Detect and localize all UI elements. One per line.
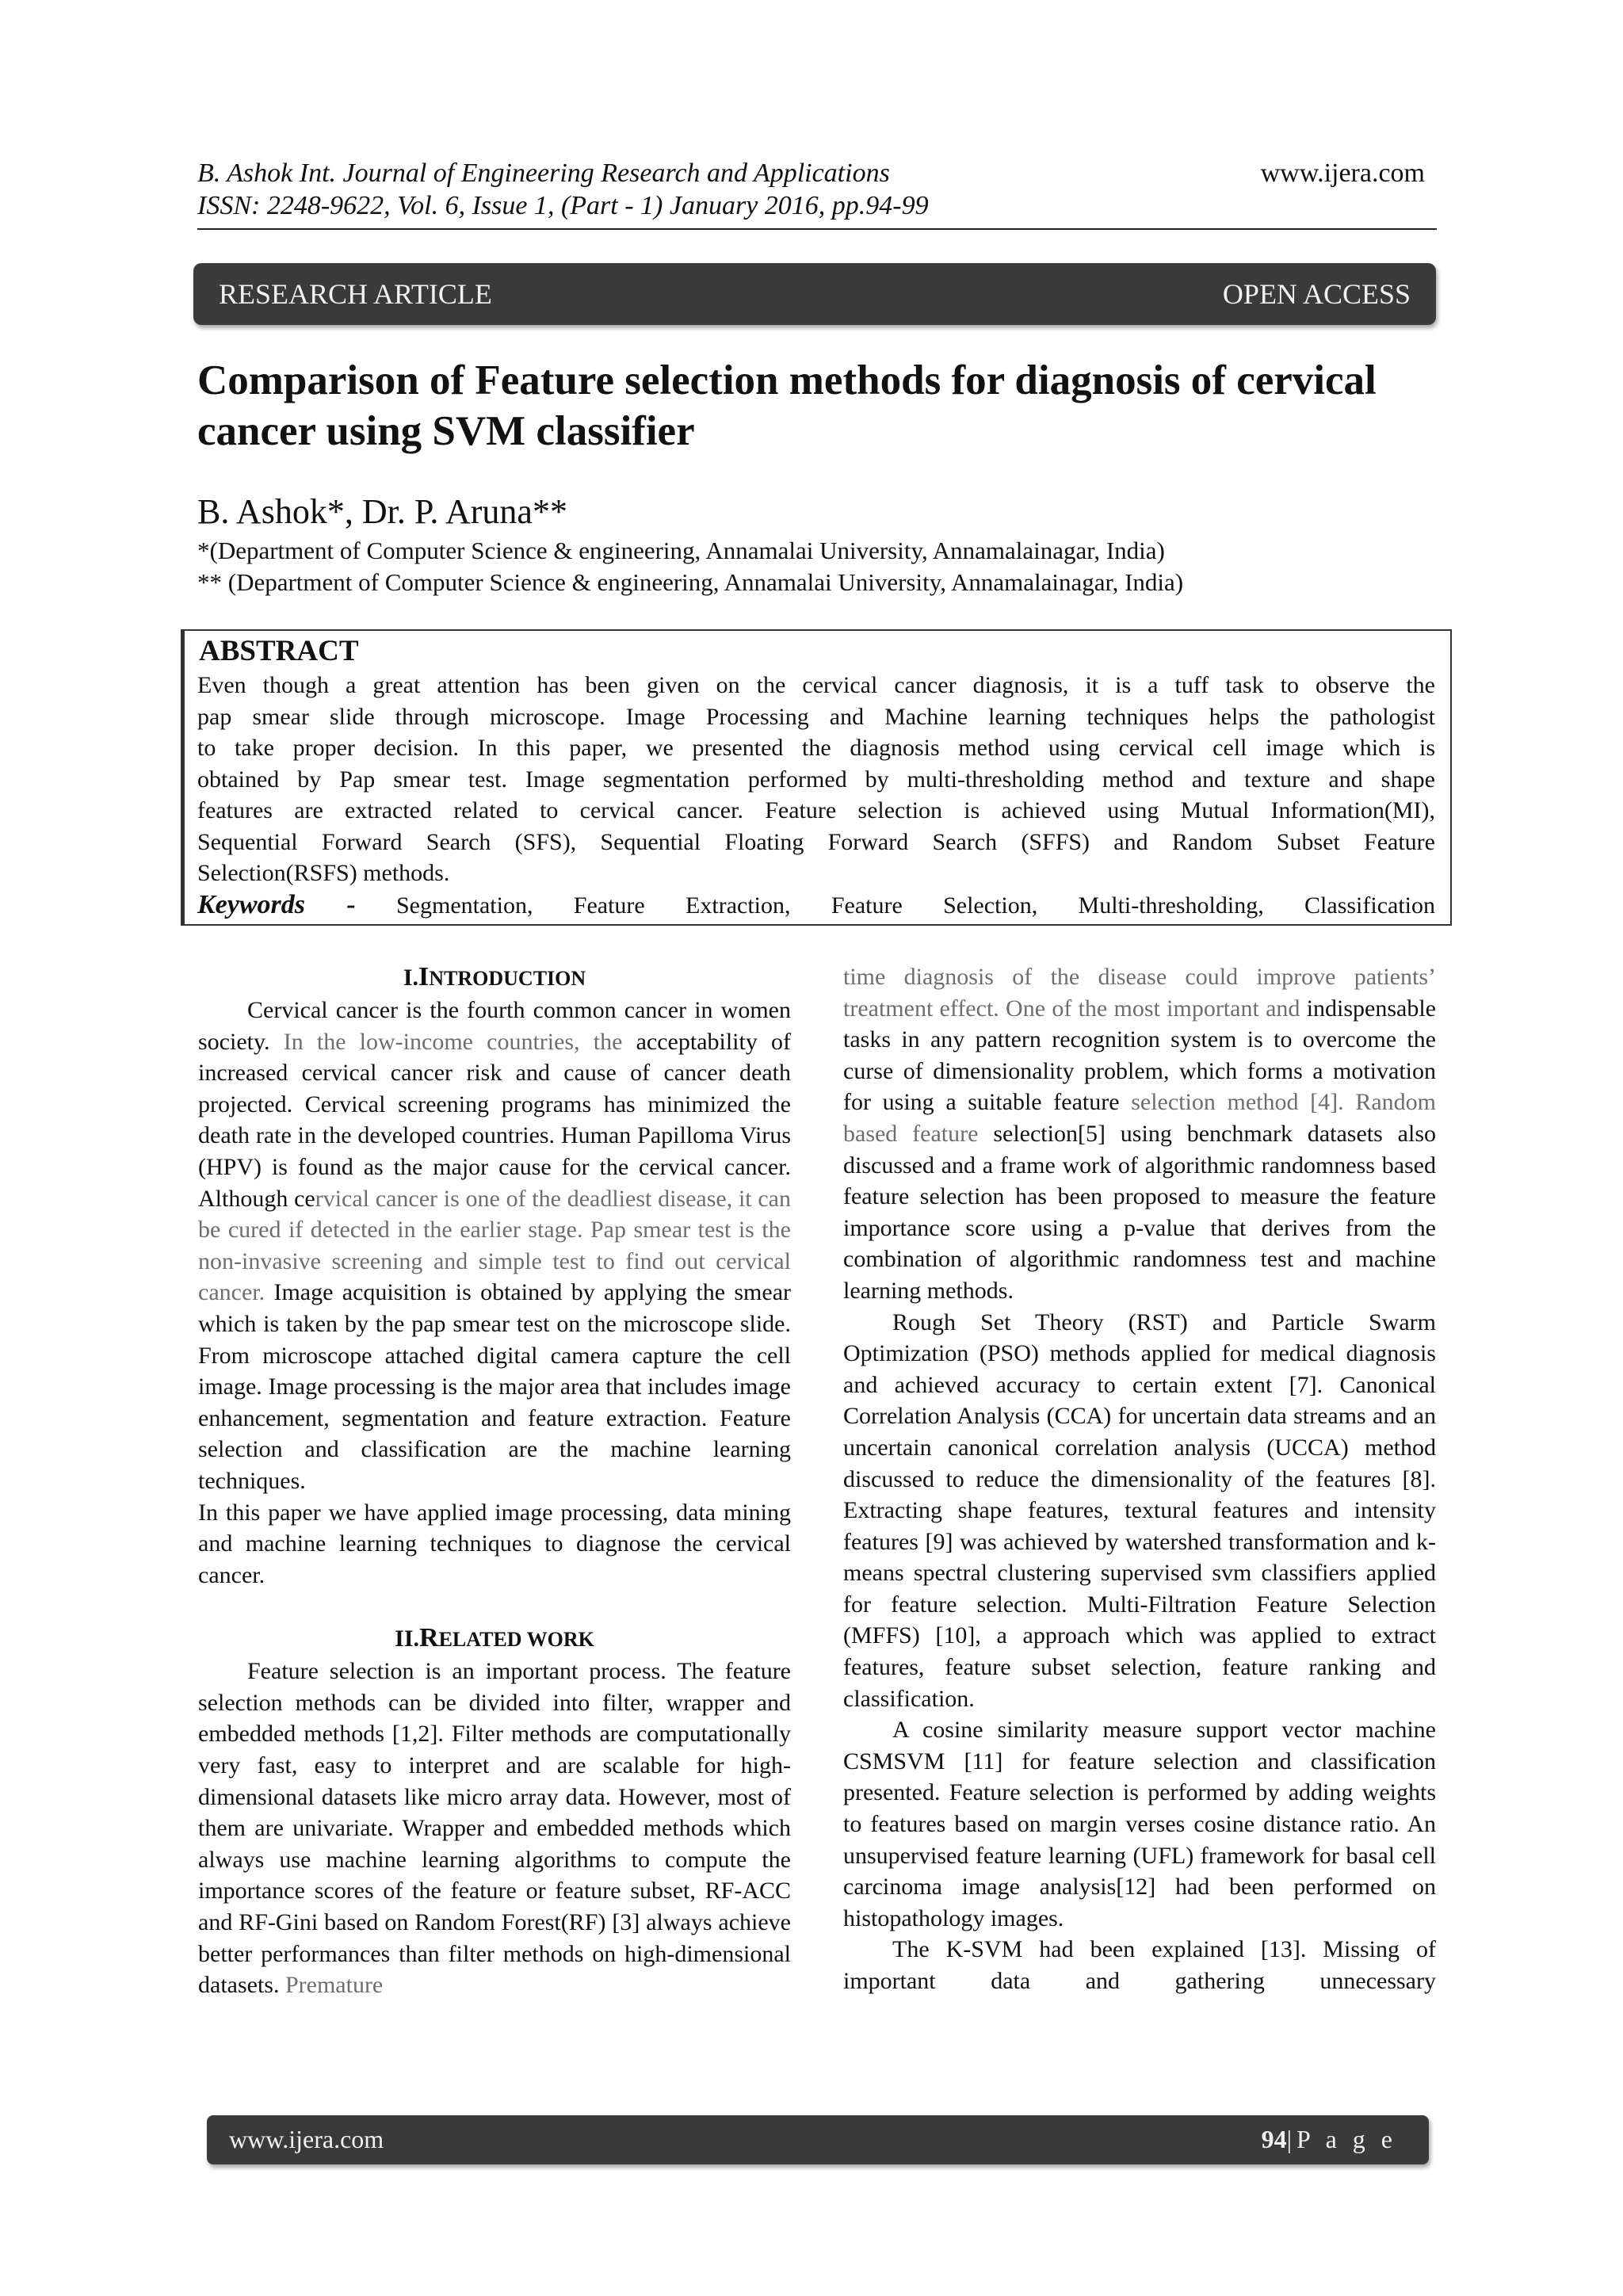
footer-page-indicator	[1262, 2125, 1397, 2154]
abstract-line: Even though a great attention has been given on the cervical cancer diagnosis, it is a tuff task to observe the	[197, 672, 1435, 698]
abstract-line: to take proper decision. In this paper, we presented the diagnosis method using cervical cell image which is	[197, 735, 1435, 761]
abstract-line: Selection(RSFS) methods.	[197, 860, 450, 886]
journal-citation-line1: B. Ashok Int. Journal of Engineering Research and Applications	[197, 159, 890, 188]
abstract-body	[197, 670, 1435, 889]
right-paragraph-4: The K-SVM had been explained [13]. Missing of important data and gathering unnecessary	[843, 1936, 1436, 1994]
right-paragraph-2: Rough Set Theory (RST) and Particle Swarm Optimization (PSO) methods applied for medical diagnosis and achieved accuracy to certain extent [7]. Canonical Correlation Analysis (CCA) for uncertain data streams and an uncertain canonical correlation analysis (UCCA) method discussed to reduce the dimensionality of the features [8]. Extracting shape features, textural features and intensity features [9] was achieved by watershed transformation and k-means spectral clustering supervised svm classifiers applied for feature selection. Multi-Filtration Feature Selection (MFFS) [10], a approach which was applied to extract features, feature subset selection, feature ranking and classification.	[843, 1308, 1436, 1712]
text-run: acceptability of increased cervical cancer risk and cause of cancer death projected. Cervical screening programs has minimized the death rate in the developed countries. Human Papilloma Virus (HPV) is found as the major cause for the cervical cancer. Although ce	[198, 1028, 792, 1212]
text-run-grey: time diagnosis of the disease could improve patients’ treatment effect. One of the most important and	[843, 964, 1436, 1022]
page-footer	[207, 2115, 1429, 2164]
affiliation-1: *(Department of Computer Science & engineering, Annamalai University, Annamalainagar, India)	[197, 537, 1165, 564]
right-paragraph-3: A cosine similarity measure support vector machine CSMSVM [11] for feature selection and classification presented. Feature selection is performed by adding weights to features based on margin verses cosine distance ratio. An unsupervised feature learning (UFL) framework for basal cell carcinoma image analysis[12] had been performed on histopathology images.	[843, 1717, 1436, 1931]
abstract-heading: ABSTRACT	[199, 635, 359, 667]
right-column	[843, 961, 1436, 1997]
section-initial: R	[419, 1623, 439, 1653]
section-spacer	[198, 1591, 791, 1622]
section-heading-introduction	[198, 961, 791, 995]
keywords-label: Keywords -	[197, 890, 356, 919]
journal-citation-line2: ISSN: 2248-9622, Vol. 6, Issue 1, (Part - 1) January 2016, pp.94-99	[197, 191, 929, 220]
text-run: Image acquisition is obtained by applying the smear which is taken by the pap smear test on the microscope slide. From microscope attached digital camera capture the cell image. Image processing is the major area that includes image enhancement, segmentation and feature extraction. Feature selection and classification are the machine learning techniques.	[198, 1279, 791, 1494]
section-number: I.	[403, 965, 419, 991]
section-title-rest: NTRODUCTION	[429, 967, 586, 990]
section-number: II.	[395, 1626, 420, 1652]
page-label: |P a g e	[1286, 2125, 1397, 2153]
research-article-label: RESEARCH ARTICLE	[219, 278, 492, 310]
abstract-line: pap smear slide through microscope. Image Processing and Machine learning techniques helps the pathologist	[197, 703, 1435, 730]
keywords-line	[197, 889, 1435, 922]
related-paragraph-1	[198, 1656, 791, 2001]
text-run: Cervical cancer is the fourth common cancer in women society.	[198, 997, 791, 1055]
text-run-grey: In the low-income countries, the	[283, 1028, 623, 1055]
text-run-grey: rvical cancer is one of the deadliest disease, it can be cured if detected in the earlier stage. Pap smear test is the non-invasive screening and simple test to find out cervical cancer.	[198, 1185, 791, 1306]
text-run: selection[5] using benchmark datasets also discussed and a frame work of algorithmic randomness based feature selection has been proposed to measure the feature importance score using a p-value that derives from the combination of algorithmic randomness test and machine learning methods.	[843, 1120, 1436, 1304]
intro-paragraph-2: In this paper we have applied image processing, data mining and machine learning techniques to diagnose the cervical cancer.	[198, 1499, 791, 1588]
footer-website-link[interactable]: www.ijera.com	[229, 2125, 384, 2153]
header-website-link[interactable]: www.ijera.com	[1260, 159, 1425, 188]
section-heading-related-work	[198, 1622, 791, 1656]
abstract-line: features are extracted related to cervical cancer. Feature selection is achieved using Mutual Information(MI),	[197, 797, 1435, 823]
text-run-grey: selection method [4]. Random based feature	[843, 1089, 1436, 1147]
section-initial: I	[418, 962, 430, 991]
intro-paragraph-1	[198, 995, 791, 1497]
open-access-label: OPEN ACCESS	[1222, 278, 1411, 310]
text-run-grey: Premature	[285, 1972, 384, 1999]
abstract-line: Sequential Forward Search (SFS), Sequential Floating Forward Search (SFFS) and Random Subset Feature	[197, 828, 1435, 855]
abstract-line: obtained by Pap smear test. Image segmentation performed by multi-thresholding method and texture and shape	[197, 766, 1435, 793]
left-column	[198, 961, 791, 2001]
text-run: Feature selection is an important process. The feature selection methods can be divided into filter, wrapper and embedded methods [1,2]. Filter methods are computationally very fast, easy to interpret and are scalable for high- dimensional datasets like micro array data. However, most of them are univariate. Wrapper and embedded methods which always use machine learning algorithms to compute the importance scores of the feature or feature subset, RF-ACC and RF-Gini based on Random Forest(RF) [3] always achieve better performances than filter methods on high-dimensional datasets.	[198, 1658, 791, 1999]
right-paragraph-1	[843, 961, 1436, 1307]
paper-title: Comparison of Feature selection methods for diagnosis of cervical cancer using SVM classifier	[197, 357, 1377, 454]
paper-authors: B. Ashok*, Dr. P. Aruna**	[197, 492, 567, 531]
affiliation-2: ** (Department of Computer Science & engineering, Annamalai University, Annamalainagar, India)	[197, 568, 1184, 596]
page-number: 94	[1261, 2125, 1287, 2153]
keywords-list: Segmentation, Feature Extraction, Feature Selection, Multi-thresholding, Classification	[395, 892, 1436, 919]
text-run: indispensable tasks in any pattern recognition system is to overcome the curse of dimensionality problem, which forms a motivation for using a suitable feature	[843, 995, 1436, 1116]
section-title-rest: ELATED WORK	[438, 1628, 594, 1652]
article-type-banner	[193, 263, 1436, 325]
header-divider	[197, 228, 1437, 230]
